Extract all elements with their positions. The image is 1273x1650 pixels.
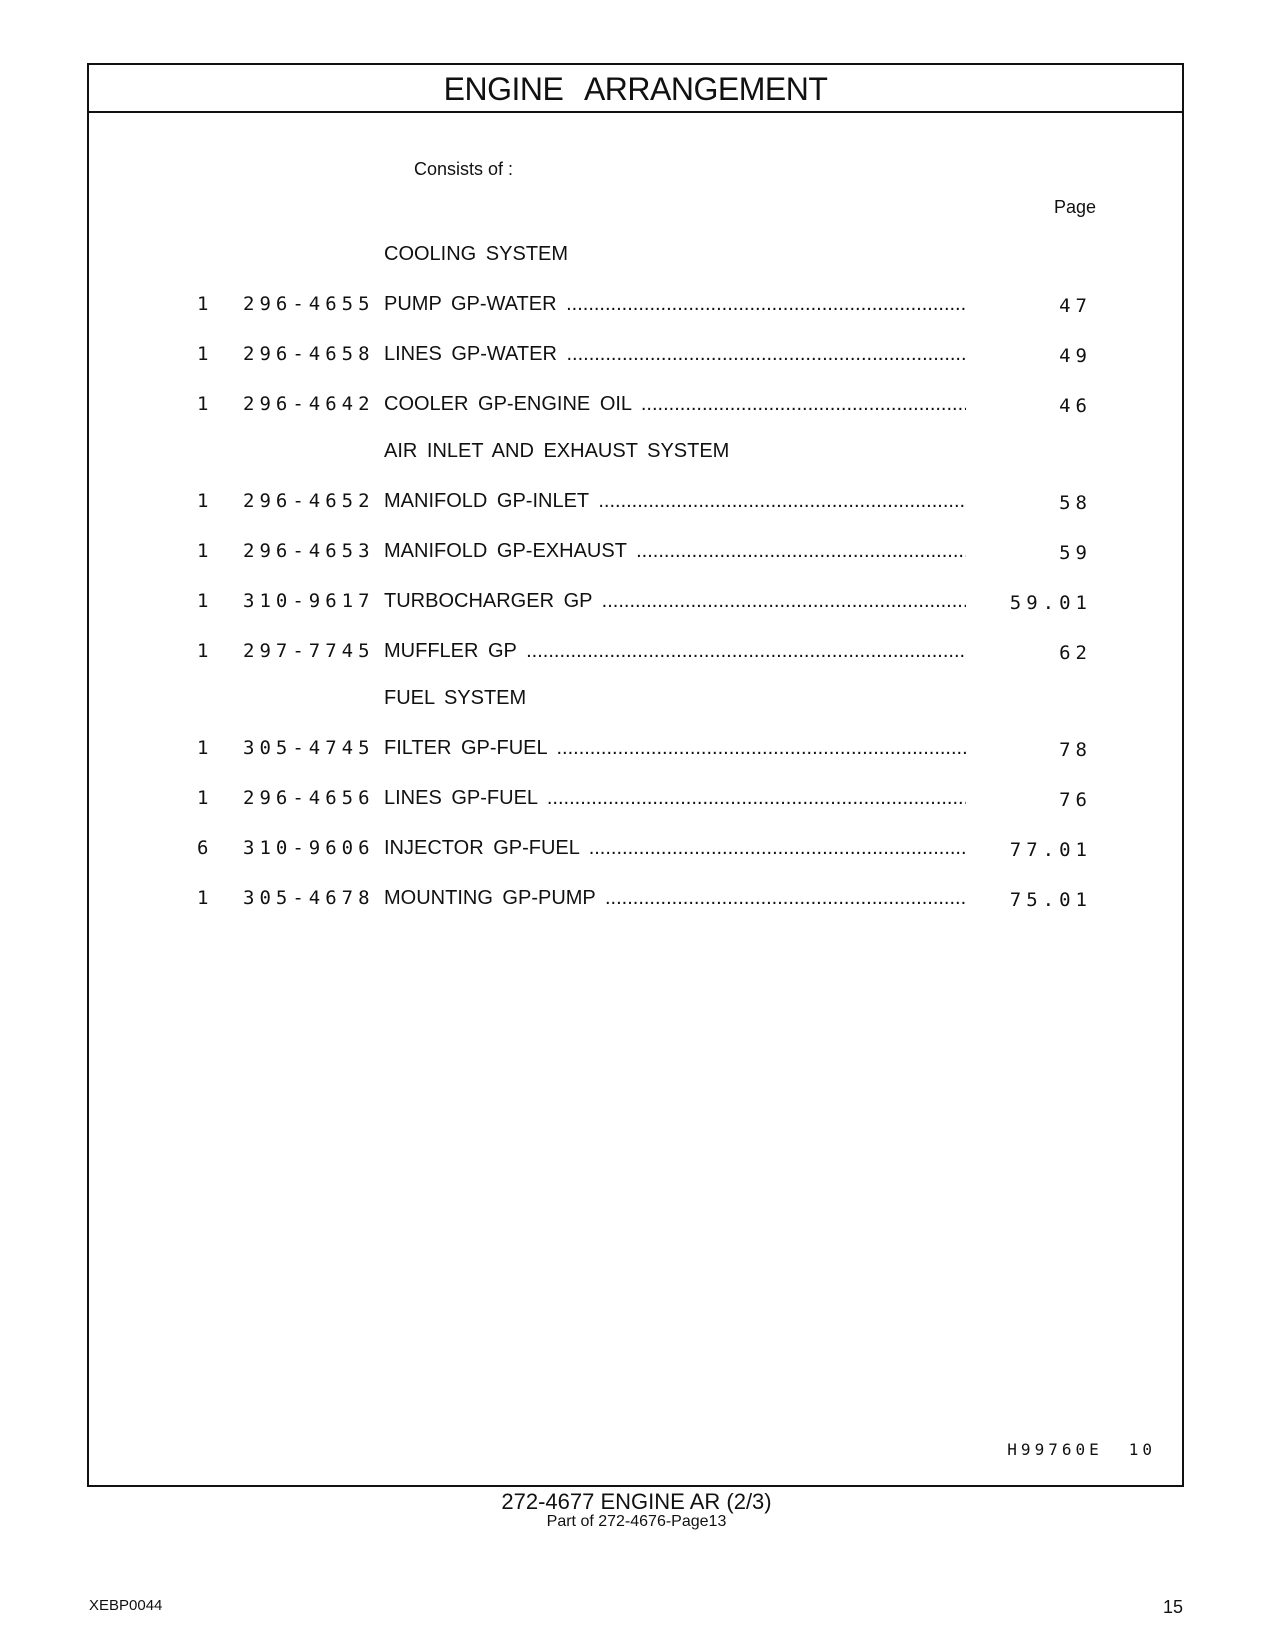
footer-subtitle: Part of 272-4676-Page13 [546,1513,727,1530]
table-row [89,737,1182,767]
table-row [89,293,1182,323]
page-reference: 76 [1059,789,1092,811]
page-reference: 46 [1059,395,1092,417]
part-description: COOLER GP-ENGINE OIL ..... [384,393,966,416]
page-title: ENGINE ARRANGEMENT [443,71,828,107]
part-description: MANIFOLD GP-INLET ..... [384,490,966,513]
quantity: 1 [197,887,209,909]
part-number: 296-4656 [243,787,375,809]
table-row [89,640,1182,670]
part-description: MOUNTING GP-PUMP ..... [384,887,966,910]
table-row [89,787,1182,817]
table-row [89,393,1182,423]
part-number: 305-4678 [243,887,375,909]
section-heading-fuel: FUEL SYSTEM [384,687,527,709]
page-reference: 47 [1059,295,1092,317]
table-row [89,490,1182,520]
quantity: 1 [197,343,209,365]
quantity: 1 [197,787,209,809]
table-row [89,540,1182,570]
quantity: 1 [197,737,209,759]
part-description: INJECTOR GP-FUEL ..... [384,837,966,860]
quantity: 1 [197,640,209,662]
quantity: 1 [197,540,209,562]
page-reference: 59.01 [1009,592,1092,614]
part-number: 310-9617 [243,590,375,612]
document-id: XEBP0044 [89,1597,163,1614]
quantity: 1 [197,293,209,315]
page-reference: 62 [1059,642,1092,664]
page-reference: 49 [1059,345,1092,367]
part-description: MANIFOLD GP-EXHAUST ..... [384,540,966,563]
table-row [89,887,1182,917]
reference-number: 10 [1128,1440,1156,1459]
document-frame [87,63,1184,1487]
part-number: 296-4642 [243,393,375,415]
footer-title: 272-4677 ENGINE AR (2/3) [501,1489,772,1514]
part-number: 296-4653 [243,540,375,562]
part-number: 297-7745 [243,640,375,662]
quantity: 1 [197,590,209,612]
part-description: FILTER GP-FUEL ..... [384,737,966,760]
table-row [89,590,1182,620]
part-number: 305-4745 [243,737,375,759]
part-description: MUFFLER GP ..... [384,640,966,663]
illustration-reference [1007,1440,1156,1459]
page-reference: 59 [1059,542,1092,564]
page-reference: 58 [1059,492,1092,514]
section-heading-air-inlet: AIR INLET AND EXHAUST SYSTEM [384,440,730,462]
quantity: 1 [197,393,209,415]
part-number: 296-4652 [243,490,375,512]
part-number: 296-4658 [243,343,375,365]
quantity: 1 [197,490,209,512]
reference-code: H99760E [1007,1440,1103,1459]
consists-of-label: Consists of : [414,159,514,179]
page-reference: 75.01 [1009,889,1092,911]
part-number: 310-9606 [243,837,375,859]
part-description: LINES GP-WATER ..... [384,343,966,366]
table-row [89,837,1182,867]
page-reference: 78 [1059,739,1092,761]
part-number: 296-4655 [243,293,375,315]
part-description: PUMP GP-WATER ..... [384,293,966,316]
title-bar [89,65,1182,113]
part-description: TURBOCHARGER GP ..... [384,590,966,613]
table-row [89,343,1182,373]
quantity: 6 [197,837,209,859]
page-number: 15 [1163,1597,1184,1617]
part-description: LINES GP-FUEL ..... [384,787,966,810]
section-heading-cooling: COOLING SYSTEM [384,243,569,265]
page-column-header: Page [1054,197,1097,217]
page-reference: 77.01 [1009,839,1092,861]
